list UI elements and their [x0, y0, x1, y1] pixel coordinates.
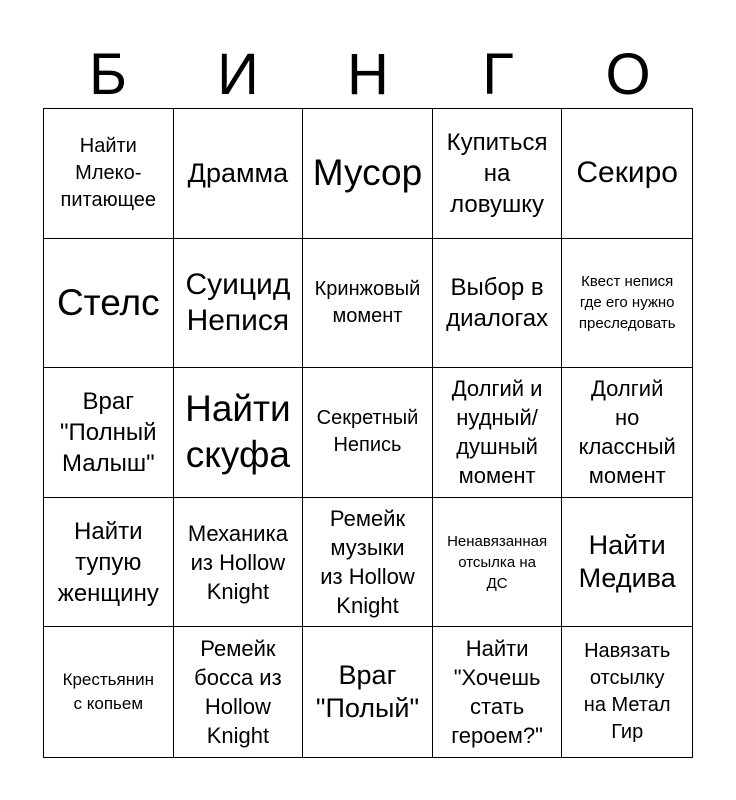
bingo-cell[interactable]: Крестьянин с копьем: [44, 627, 174, 757]
bingo-cell[interactable]: Драмма: [174, 109, 304, 239]
bingo-cell[interactable]: Ненавязанная отсылка на ДС: [433, 498, 563, 628]
bingo-cell[interactable]: Найти "Хочешь стать героем?": [433, 627, 563, 757]
bingo-cell[interactable]: Найти тупую женщину: [44, 498, 174, 628]
bingo-cell[interactable]: Квест непися где его нужно преследовать: [562, 239, 692, 369]
bingo-cell[interactable]: Секиро: [562, 109, 692, 239]
bingo-cell[interactable]: Стелс: [44, 239, 174, 369]
bingo-cell[interactable]: Кринжовый момент: [303, 239, 433, 369]
bingo-cell[interactable]: Найти Медива: [562, 498, 692, 628]
bingo-title: [43, 42, 693, 108]
bingo-board: [43, 108, 693, 758]
bingo-cell[interactable]: Ремейк босса из Hollow Knight: [174, 627, 304, 757]
bingo-cell[interactable]: Купиться на ловушку: [433, 109, 563, 239]
bingo-cell[interactable]: Найти Млеко- питающее: [44, 109, 174, 239]
bingo-cell[interactable]: Ремейк музыки из Hollow Knight: [303, 498, 433, 628]
title-letter-o: О: [605, 42, 651, 107]
bingo-cell[interactable]: Долгий и нудный/ душный момент: [433, 368, 563, 498]
bingo-cell[interactable]: Найти скуфа: [174, 368, 304, 498]
bingo-cell[interactable]: Враг "Полный Малыш": [44, 368, 174, 498]
bingo-cell[interactable]: Мусор: [303, 109, 433, 239]
title-letter-b: Б: [88, 42, 128, 107]
bingo-cell[interactable]: Долгий но классный момент: [562, 368, 692, 498]
bingo-cell[interactable]: Суицид Непися: [174, 239, 304, 369]
title-letter-i: И: [217, 42, 259, 107]
bingo-cell[interactable]: Выбор в диалогах: [433, 239, 563, 369]
bingo-cell[interactable]: Навязать отсылку на Метал Гир: [583, 640, 671, 744]
bingo-cell[interactable]: Секретный Непись: [303, 368, 433, 498]
bingo-cell[interactable]: Враг "Полый": [303, 627, 433, 757]
title-letter-g: Г: [482, 42, 514, 107]
title-letter-n: Н: [347, 42, 389, 107]
bingo-cell[interactable]: Механика из Hollow Knight: [174, 498, 304, 628]
